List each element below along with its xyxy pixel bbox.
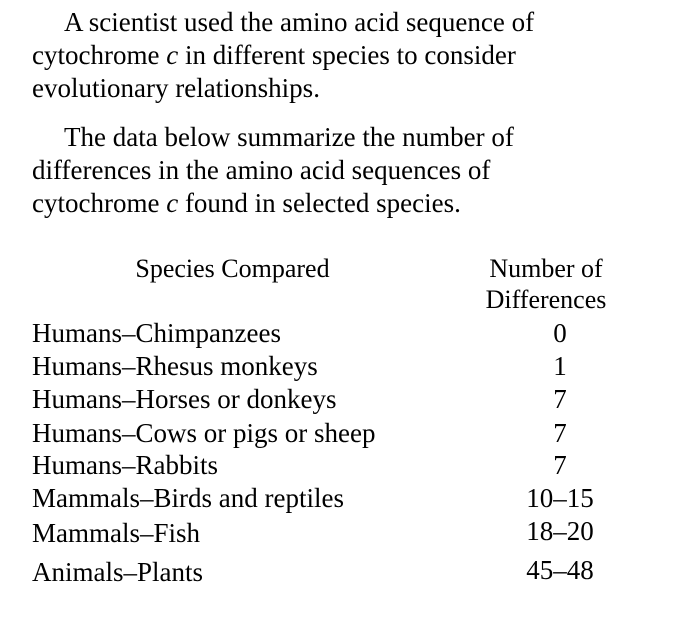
intro-p2-line-3-pre: cytochrome — [32, 188, 167, 218]
cytochrome-c-italic: c — [166, 40, 179, 70]
table-row-differences: 45–48 — [526, 555, 594, 585]
intro-p1-line-2-pre: cytochrome — [32, 40, 167, 70]
table-row-differences: 7 — [553, 384, 567, 414]
table-header-diff-line-2: Differences — [485, 285, 607, 314]
table-row-differences: 7 — [553, 418, 567, 448]
intro-p2-line-2: differences in the amino acid sequences of — [32, 155, 491, 185]
table-row-differences: 7 — [553, 450, 567, 480]
intro-p2-line-3-post: found in selected species. — [178, 188, 461, 218]
table-row-species: Humans–Chimpanzees — [32, 318, 281, 348]
cytochrome-c-italic-2: c — [166, 188, 179, 218]
intro-p1-line-3: evolutionary relationships. — [32, 73, 320, 103]
table-row-species: Humans–Cows or pigs or sheep — [32, 418, 376, 448]
table-row-species: Mammals–Fish — [32, 518, 201, 548]
table-row-species: Humans–Rabbits — [32, 450, 218, 480]
table-row-species: Mammals–Birds and reptiles — [32, 483, 344, 513]
intro-p1-line-2-post: in different species to consider — [178, 40, 516, 70]
table-row-species: Animals–Plants — [32, 557, 204, 587]
table-row-differences: 18–20 — [526, 516, 594, 546]
intro-p2-line-1: The data below summarize the number of — [64, 122, 514, 152]
table-header-diff-line-1: Number of — [489, 254, 603, 283]
intro-p1-line-1: A scientist used the amino acid sequence of — [64, 7, 535, 37]
table-row-differences: 1 — [553, 351, 567, 381]
table-row-species: Humans–Rhesus monkeys — [32, 351, 318, 381]
table-row-species: Humans–Horses or donkeys — [32, 384, 337, 414]
table-row-differences: 0 — [553, 318, 567, 348]
table-row-differences: 10–15 — [526, 483, 594, 513]
table-header-species: Species Compared — [135, 254, 330, 283]
